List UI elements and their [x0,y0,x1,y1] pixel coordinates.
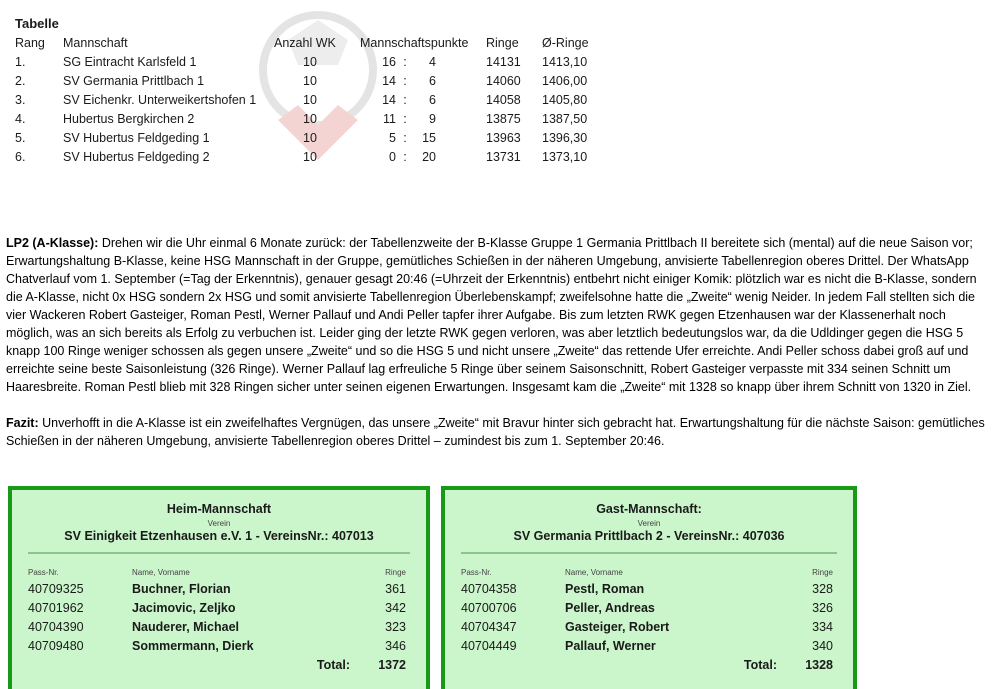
wk-cell: 10 [303,111,317,126]
points-separator: : [403,149,407,164]
points-against: 9 [429,111,436,126]
points-cell [357,109,483,128]
standings-row [12,147,605,166]
home-total-value: 1372 [378,658,406,672]
shooter-name: Pestl, Roman [565,582,645,596]
rang-cell: 5. [15,130,26,145]
article-body [6,234,990,450]
away-heading: Gast-Mannschaft: [596,502,702,516]
lp2-text: Drehen wir die Uhr einmal 6 Monate zurück: der Tabellenzweite der B-Klasse Gruppe 1 Germania Prittlbach II bereitete sich (mental) auf die neue Saison vor; Erwartungshaltung B-Klasse, keine HSG Mannschaft in der Gruppe, gemütliches Schießen in der näheren Umgebung, anvisierte Tabellenregion oberes Drittel. Der WhatsApp Chatverlauf vom 1. September (=Tag der Erkenntnis), genauer gesagt 20:46 (=Uhrzeit der Erkenntnis) entbehrt nicht einiger Komik: plötzlich war es nicht die B-Klasse, sondern die A-Klasse, nicht 0x HSG sondern 2x HSG und somit anvisierte Tabellenregion Überlebenskampf; zweifelsohne hatte die „Zweite“ wenig Neider. In jedem Fall stellten sich die vier Wackeren Robert Gasteiger, Roman Pestl, Werner Pallauf und Andi Peller tapfer ihrer Aufgabe. Bis zum letzten RWK gegen Etzenhausen war der Klassenerhalt noch möglich, was an sich bereits als Erfolg zu verbuchen ist. Leider ging der letzte RWK gegen verloren, was aber letztlich bedeutungslos war, da die Udldinger gegen die HSG 5 knapp 100 Ringe weniger schossen als gegen unsere „Zweite“ und so die HSG 5 und nicht unsere „Zweite“ das rettende Ufer erreichte. Andi Peller schoss dabei groß auf und erreichte seine beste Saisonleistung (326 Ringe). Werner Pallauf lag erfreuliche 5 Ringe über seinem Saisonschnitt, Robert Gasteiger verpasste mit 334 seinen Schnitt um Haaresbreite. Roman Pestl blieb mit 328 Ringen sicher unter seinen eigenen Erwartungen. Insgesamt kam die „Zweite“ mit 1328 so knapp über ihrem Schnitt von 1320 in Ziel. [6,236,977,394]
rang-cell: 6. [15,149,26,164]
rang-cell: 4. [15,111,26,126]
standings-row [12,52,605,71]
home-club: SV Einigkeit Etzenhausen e.V. 1 - VereinsNr.: 407013 [64,529,374,543]
avg-cell: 1387,50 [542,111,588,126]
shooter-ringe: 342 [385,601,406,615]
article-paragraph-fazit [6,414,990,450]
pass-number: 40704358 [461,582,517,596]
shooter-ringe: 326 [812,601,833,615]
shooter-name: Nauderer, Michael [132,620,239,634]
home-shooter-row [12,582,426,601]
article-paragraph-lp2 [6,234,990,396]
shooter-name: Jacimovic, Zeljko [132,601,236,615]
col-team: Mannschaft [63,36,128,50]
col-ringe: Ringe [486,36,519,50]
points-separator: : [403,73,407,88]
team-cell: SG Eintracht Karlsfeld 1 [63,54,197,69]
pass-number: 40701962 [28,601,84,615]
home-col-name: Name, Vorname [132,568,190,577]
rang-cell: 1. [15,54,26,69]
away-shooter-row [445,639,853,658]
points-separator: : [403,92,407,107]
points-for: 16 [382,54,396,69]
avg-cell: 1406,00 [542,73,588,88]
away-total-label: Total: [743,658,777,672]
home-total-row [12,658,426,678]
home-total-label: Total: [316,658,350,672]
points-cell [357,147,483,166]
rang-cell: 2. [15,73,26,88]
shooter-name: Gasteiger, Robert [565,620,670,634]
wk-cell: 10 [303,130,317,145]
shooter-name: Pallauf, Werner [565,639,656,653]
away-shooter-row [445,601,853,620]
home-col-pass: Pass-Nr. [28,568,59,577]
points-separator: : [403,130,407,145]
shooter-name: Buchner, Florian [132,582,231,596]
ringe-cell: 14060 [486,73,521,88]
avg-cell: 1405,80 [542,92,588,107]
away-shooter-row [445,582,853,601]
col-wk: Anzahl WK [274,36,336,50]
ringe-cell: 14131 [486,54,521,69]
points-against: 20 [422,149,436,164]
points-cell [357,90,483,109]
ringe-cell: 14058 [486,92,521,107]
points-against: 6 [429,73,436,88]
points-against: 15 [422,130,436,145]
points-cell [357,52,483,71]
standings-title: Tabelle [15,16,59,31]
pass-number: 40704347 [461,620,517,634]
pass-number: 40709480 [28,639,84,653]
team-cell: SV Eichenkr. Unterweikertshofen 1 [63,92,257,107]
avg-cell: 1413,10 [542,54,588,69]
avg-cell: 1396,30 [542,130,588,145]
home-shooter-row [12,639,426,658]
wk-cell: 10 [303,54,317,69]
home-shooter-list [12,582,426,658]
away-column-header [445,568,853,582]
away-total-row [445,658,853,678]
points-separator: : [403,111,407,126]
shooter-name: Sommermann, Dierk [132,639,254,653]
standings-row [12,90,605,109]
away-shooter-list [445,582,853,658]
team-cell: Hubertus Bergkirchen 2 [63,111,195,126]
points-for: 5 [389,130,396,145]
pass-number: 40704390 [28,620,84,634]
home-shooter-row [12,620,426,639]
col-rang: Rang [15,36,45,50]
lp2-label: LP2 (A-Klasse): [6,236,99,250]
points-against: 6 [429,92,436,107]
away-team-card [441,486,857,689]
away-col-name: Name, Vorname [565,568,623,577]
fazit-label: Fazit: [6,416,39,430]
col-points: Mannschaftspunkte [360,36,469,50]
points-for: 11 [383,111,396,126]
standings-grid [12,34,605,166]
home-shooter-row [12,601,426,620]
away-col-ringe: Ringe [812,568,833,577]
away-total-value: 1328 [805,658,833,672]
away-col-pass: Pass-Nr. [461,568,492,577]
home-col-ringe: Ringe [385,568,406,577]
points-cell [357,71,483,90]
ringe-cell: 13963 [486,130,521,145]
standings-header-row [12,34,605,52]
team-cell: SV Hubertus Feldgeding 2 [63,149,210,164]
away-divider [461,552,837,554]
shooter-ringe: 361 [385,582,406,596]
team-cell: SV Hubertus Feldgeding 1 [63,130,210,145]
standings-row [12,128,605,147]
ringe-cell: 13875 [486,111,521,126]
col-avg: Ø-Ringe [542,36,589,50]
wk-cell: 10 [303,149,317,164]
home-team-card [8,486,430,689]
shooter-ringe: 328 [812,582,833,596]
team-cell: SV Germania Prittlbach 1 [63,73,205,88]
home-heading: Heim-Mannschaft [166,502,272,516]
points-separator: : [403,54,407,69]
standings-table-image [8,10,628,177]
pass-number: 40709325 [28,582,84,596]
fazit-text: Unverhofft in die A-Klasse ist ein zweifelhaftes Vergnügen, das unsere „Zweite“ mit Bravur hinter sich gebracht hat. Erwartungshaltung für die nächste Saison: gemütliches Schießen in der näheren Umgebung, anvisierte Tabellenregion oberes Drittel – zumindest bis zum 1. September 20:46. [6,416,985,448]
points-for: 14 [382,73,396,88]
ringe-cell: 13731 [486,149,521,164]
avg-cell: 1373,10 [542,149,588,164]
away-club: SV Germania Prittlbach 2 - VereinsNr.: 407036 [513,529,785,543]
away-shooter-row [445,620,853,639]
home-column-header [12,568,426,582]
shooter-ringe: 340 [812,639,833,653]
shooter-ringe: 346 [385,639,406,653]
away-verein-label: Verein [637,519,661,528]
points-against: 4 [429,54,436,69]
pass-number: 40700706 [461,601,517,615]
wk-cell: 10 [303,92,317,107]
rang-cell: 3. [15,92,26,107]
wk-cell: 10 [303,73,317,88]
points-for: 14 [382,92,396,107]
points-for: 0 [389,149,396,164]
shooter-ringe: 323 [385,620,406,634]
points-cell [357,128,483,147]
shooter-ringe: 334 [812,620,833,634]
home-verein-label: Verein [207,519,231,528]
pass-number: 40704449 [461,639,517,653]
home-divider [28,552,410,554]
shooter-name: Peller, Andreas [565,601,655,615]
standings-row [12,71,605,90]
standings-row [12,109,605,128]
